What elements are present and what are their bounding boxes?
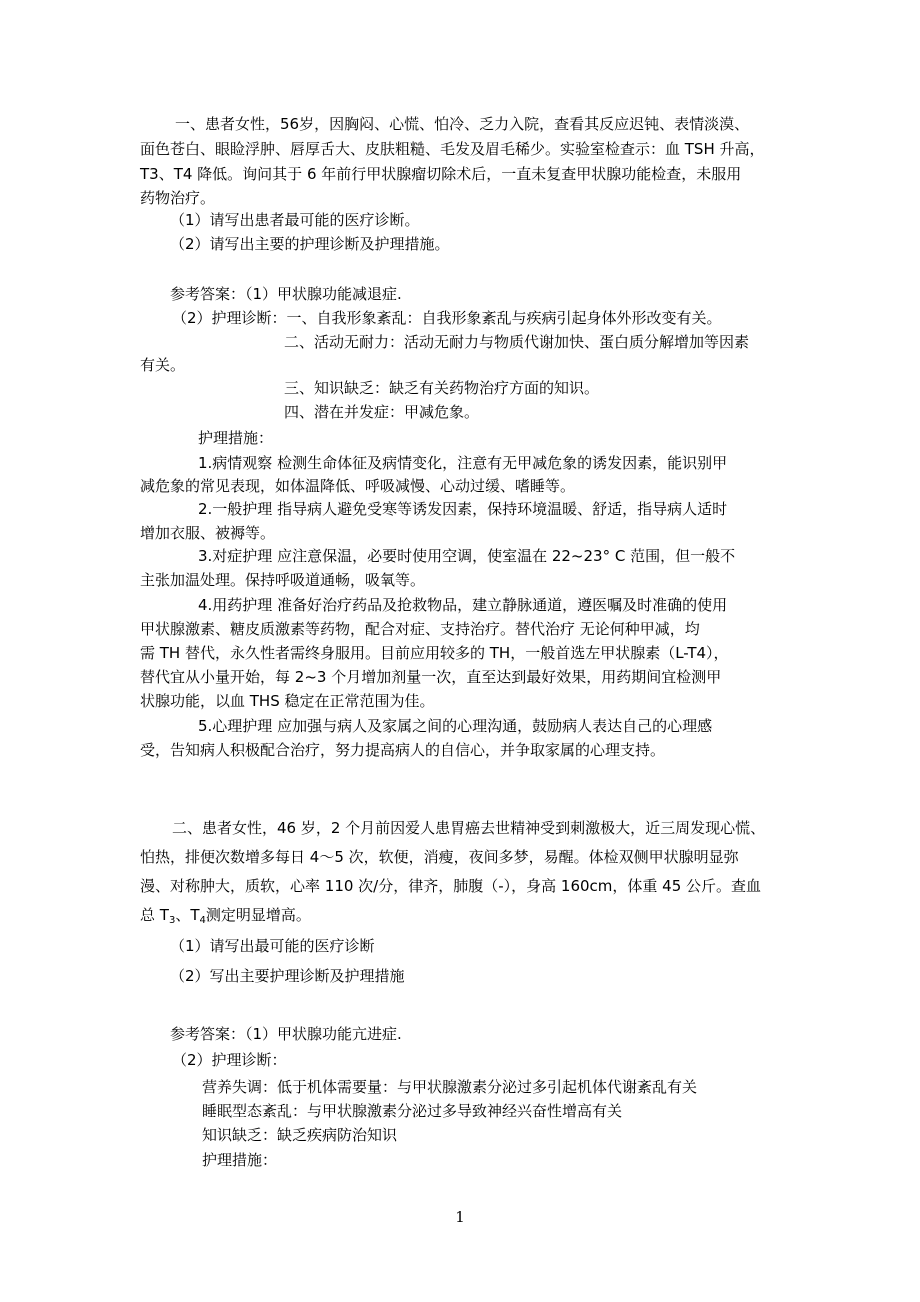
measure-3-line-2: 主张加温处理。保持呼吸道通畅，吸氧等。 <box>140 571 426 589</box>
answer2-diagnosis-3: 知识缺乏：缺乏疾病防治知识 <box>202 1126 398 1144</box>
answer1-diagnosis-4: 四、潜在并发症：甲减危象。 <box>284 403 480 421</box>
measure-3-line-1: 3.对症护理 应注意保温，必要时使用空调，使室温在 22~23° C 范围，但一般不 <box>198 547 736 565</box>
case2-question-1: （1）请写出最可能的医疗诊断 <box>170 937 375 955</box>
t3-subscript: 3 <box>168 915 176 926</box>
case2-line-1: 二、患者女性，46 岁，2 个月前因爱人患胃癌去世精神受到刺激极大，近三周发现心慌、 <box>172 819 766 837</box>
answer1-diagnosis-1: （2）护理诊断：一、自我形象紊乱：自我形象紊乱与疾病引起身体外形改变有关。 <box>172 309 722 327</box>
case2-line-4-suffix: 测定明显增高。 <box>205 906 311 924</box>
case1-line-3: T3、T4 降低。询问其于 6 年前行甲状腺瘤切除术后，一直未复查甲状腺功能检查，未服用 <box>140 165 742 183</box>
answer1-diagnosis-2a: 二、活动无耐力：活动无耐力与物质代谢加快、蛋白质分解增加等因素 <box>284 333 750 351</box>
answer2-diagnosis-head: （2）护理诊断： <box>172 1051 287 1069</box>
case1-line-1: 一、患者女性，56岁，因胸闷、心慌、怕冷、乏力入院，查看其反应迟钝、表情淡漠、 <box>175 115 750 133</box>
case2-line-4-prefix: 总 T <box>140 906 169 924</box>
case2-line-4 <box>140 905 311 925</box>
answer1-diagnosis-2b: 有关。 <box>140 356 186 374</box>
measure-2-line-1: 2.一般护理 指导病人避免受寒等诱发因素，保持环境温暖、舒适，指导病人适时 <box>198 500 728 518</box>
page-number: 1 <box>455 1208 465 1226</box>
answer2-diagnosis-1: 营养失调：低于机体需要量：与甲状腺激素分泌过多引起机体代谢紊乱有关 <box>202 1078 698 1096</box>
measure-2-line-2: 增加衣服、被褥等。 <box>140 524 276 542</box>
case2-line-4-mid: 、T <box>175 906 200 924</box>
case2-line-3: 漫、对称肿大，质软，心率 110 次/分，律齐，肺腹（-），身高 160cm，体重 45 公斤。查血 <box>140 877 762 895</box>
case1-question-2: （2）请写出主要的护理诊断及护理措施。 <box>170 235 450 253</box>
case1-line-4: 药物治疗。 <box>140 189 216 207</box>
t4-subscript: 4 <box>199 915 206 926</box>
measure-4-line-3: 需 TH 替代，永久性者需终身服用。目前应用较多的 TH，一般首选左甲状腺素（L-T4）， <box>140 644 729 662</box>
answer2-diagnosis-2: 睡眠型态紊乱：与甲状腺激素分泌过多导致神经兴奋性增高有关 <box>202 1102 623 1120</box>
answer2-measures-title: 护理措施： <box>202 1151 278 1169</box>
measure-5-line-1: 5.心理护理 应加强与病人及家属之间的心理沟通，鼓励病人表达自己的心理感 <box>198 717 713 735</box>
answer1-reference: 参考答案：（1）甲状腺功能减退症. <box>170 285 402 303</box>
measure-4-line-1: 4.用药护理 准备好治疗药品及抢救物品，建立静脉通道，遵医嘱及时准确的使用 <box>198 596 728 614</box>
answer1-measures-title: 护理措施： <box>198 429 274 447</box>
measure-4-line-2: 甲状腺激素、糖皮质激素等药物，配合对症、支持治疗。替代治疗 无论何种甲减，均 <box>140 620 700 638</box>
answer2-reference: 参考答案：（1）甲状腺功能亢进症. <box>170 1025 402 1043</box>
measure-4-line-5: 状腺功能，以血 THS 稳定在正常范围为佳。 <box>140 692 435 710</box>
measure-1-line-2: 减危象的常见表现，如体温降低、呼吸减慢、心动过缓、嗜睡等。 <box>140 477 576 495</box>
case2-line-2: 怕热，排便次数增多每日 4～5 次，软便，消瘦，夜间多梦，易醒。体检双侧甲状腺明显弥 <box>140 848 739 866</box>
case1-question-1: （1）请写出患者最可能的医疗诊断。 <box>170 211 420 229</box>
measure-5-line-2: 受，告知病人积极配合治疗，努力提高病人的自信心，并争取家属的心理支持。 <box>140 741 666 759</box>
answer1-diagnosis-3: 三、知识缺乏：缺乏有关药物治疗方面的知识。 <box>284 379 600 397</box>
case1-line-2: 面色苍白、眼睑浮肿、唇厚舌大、皮肤粗糙、毛发及眉毛稀少。实验室检查示：血 TSH 升高， <box>140 140 765 158</box>
case2-question-2: （2）写出主要护理诊断及护理措施 <box>170 967 405 985</box>
measure-1-line-1: 1.病情观察 检测生命体征及病情变化，注意有无甲减危象的诱发因素，能识别甲 <box>198 454 728 472</box>
measure-4-line-4: 替代宜从小量开始，每 2~3 个月增加剂量一次，直至达到最好效果，用药期间宜检测甲 <box>140 668 722 686</box>
